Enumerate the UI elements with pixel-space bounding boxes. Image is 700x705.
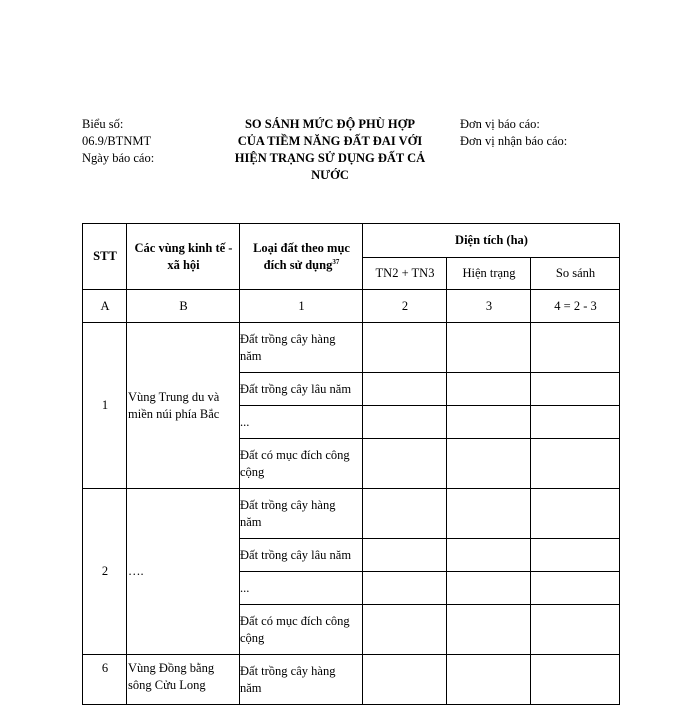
- table-cell: [531, 373, 620, 406]
- table-cell: [363, 572, 447, 605]
- table-row: [83, 655, 620, 705]
- group-1-land-1: Đất trồng cây hàng năm: [240, 323, 363, 373]
- form-code: 06.9/BTNMT: [82, 134, 152, 148]
- code-b: B: [127, 290, 240, 323]
- table-cell: [447, 655, 531, 705]
- table-cell: [531, 539, 620, 572]
- comparison-table: [82, 223, 620, 705]
- table-cell: [447, 406, 531, 439]
- table-row: [83, 323, 620, 373]
- report-date-label: Ngày báo cáo:: [82, 151, 155, 165]
- group-6-land-1: Đất trồng cây hàng năm: [240, 655, 363, 705]
- group-1-land-2: Đất trồng cây lâu năm: [240, 373, 363, 406]
- table-cell: [531, 489, 620, 539]
- table-row: [83, 489, 620, 539]
- header-compare: So sánh: [531, 258, 620, 290]
- table-cell: [363, 373, 447, 406]
- table-cell: [447, 439, 531, 489]
- group-2-land-2: Đất trồng cây lâu năm: [240, 539, 363, 572]
- header-region: Các vùng kinh tế - xã hội: [127, 224, 240, 290]
- table-cell: [447, 572, 531, 605]
- table-cell: [531, 323, 620, 373]
- group-6-stt: 6: [83, 655, 127, 705]
- group-6-region: Vùng Đồng bằng sông Cửu Long: [127, 655, 240, 705]
- group-1-land-3: ...: [240, 406, 363, 439]
- table-cell: [363, 539, 447, 572]
- header-row-1: [83, 224, 620, 258]
- reporting-unit-label: Đơn vị báo cáo:: [460, 117, 540, 131]
- receiving-unit-label: Đơn vị nhận báo cáo:: [460, 134, 568, 148]
- table-cell: [363, 489, 447, 539]
- title-line-4: NƯỚC: [311, 168, 349, 182]
- table-cell: [531, 572, 620, 605]
- table-cell: [363, 439, 447, 489]
- title-line-2: CỦA TIỀM NĂNG ĐẤT ĐAI VỚI: [237, 134, 423, 148]
- header-current: Hiện trạng: [447, 258, 531, 290]
- code-4: 4 = 2 - 3: [531, 290, 620, 323]
- table-cell: [363, 406, 447, 439]
- group-2-stt: 2: [83, 489, 127, 655]
- table-cell: [447, 373, 531, 406]
- code-a: A: [83, 290, 127, 323]
- table-cell: [363, 655, 447, 705]
- table-cell: [531, 655, 620, 705]
- header-stt: STT: [83, 224, 127, 290]
- header-area: Diện tích (ha): [363, 224, 620, 258]
- code-2: 2: [363, 290, 447, 323]
- title-line-1: SO SÁNH MỨC ĐỘ PHÙ HỢP: [244, 117, 416, 131]
- form-label: Biểu số:: [82, 117, 124, 131]
- code-1: 1: [240, 290, 363, 323]
- table-cell: [363, 323, 447, 373]
- header-land-type-footnote: 37: [332, 257, 340, 266]
- group-2-land-1: Đất trồng cây hàng năm: [240, 489, 363, 539]
- table-cell: [531, 439, 620, 489]
- group-2-land-3: ...: [240, 572, 363, 605]
- document-title: [222, 116, 438, 184]
- table-cell: [363, 605, 447, 655]
- code-row: [83, 290, 620, 323]
- table-cell: [447, 489, 531, 539]
- header-right: [460, 116, 570, 150]
- code-3: 3: [447, 290, 531, 323]
- header-land-type: [240, 224, 363, 290]
- table-cell: [447, 323, 531, 373]
- table-cell: [447, 539, 531, 572]
- table-cell: [447, 605, 531, 655]
- group-2-land-4: Đất có mục đích công cộng: [240, 605, 363, 655]
- group-1-region: Vùng Trung du và miền núi phía Bắc: [127, 323, 240, 489]
- table-cell: [531, 406, 620, 439]
- title-line-3: HIỆN TRẠNG SỬ DỤNG ĐẤT CẢ: [234, 151, 426, 165]
- header-left: [82, 116, 154, 167]
- group-2-region: ….: [127, 489, 240, 655]
- group-1-stt: 1: [83, 323, 127, 489]
- table-cell: [531, 605, 620, 655]
- header-tn: TN2 + TN3: [363, 258, 447, 290]
- header-land-type-text: Loại đất theo mục đích sử dụng: [253, 240, 350, 272]
- group-1-land-4: Đất có mục đích công cộng: [240, 439, 363, 489]
